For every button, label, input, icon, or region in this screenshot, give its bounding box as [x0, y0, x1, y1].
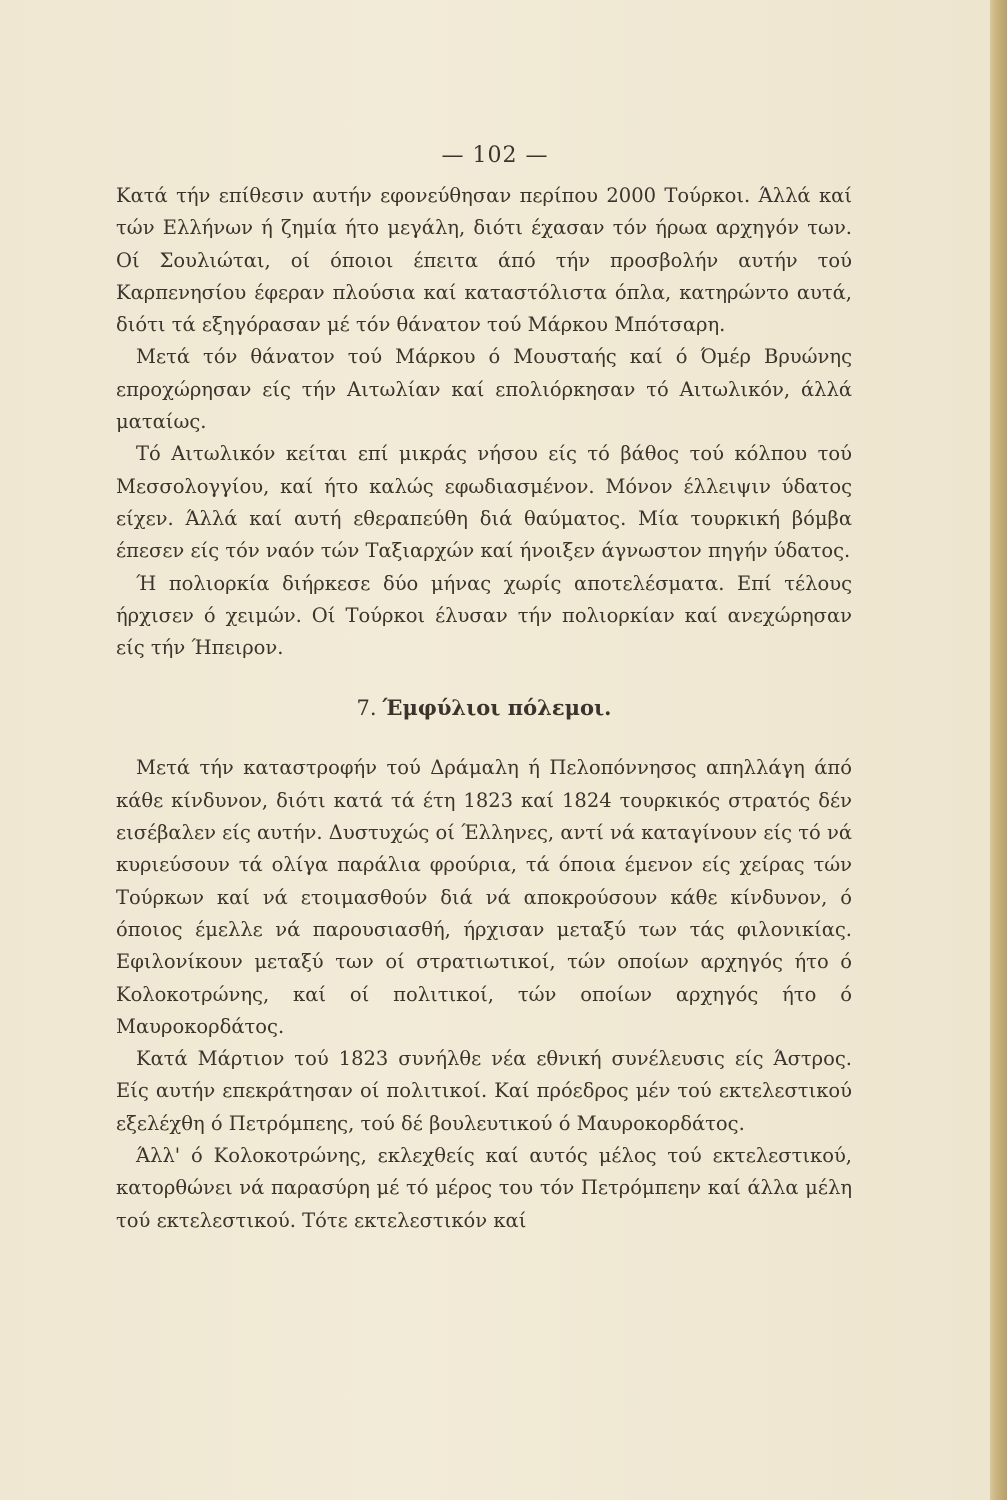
paragraph: Ή πολιορκία διήρκεσε δύο μήνας χωρίς αποτελέσματα. Επί τέλους ήρχισεν ό χειμών. Οί Τούρκοι έλυσαν τήν πολιορκίαν καί ανεχώρησαν είς τήν Ήπειρον.: [116, 571, 852, 660]
paragraph: Κατά τήν επίθεσιν αυτήν εφονεύθησαν περίπου 2000 Τούρκοι. Άλλά καί τών Ελλήνων ή ζημία ήτο μεγάλη, διότι έχασαν τόν ήρωα αρχηγόν των. Οί Σουλιώται, οί όποιοι έπειτα άπό τήν προσβολήν αυτήν τού Καρπενησίου έφεραν πλούσια καί καταστόλιστα όπλα, κατηρώντο αυτά, διότι τά εξηγόρασαν μέ τόν θάνατον τού Μάρκου Μπότσαρη.: [116, 184, 852, 337]
section-number: 7.: [356, 696, 377, 721]
paragraph: Άλλ' ό Κολοκοτρώνης, εκλεχθείς καί αυτός μέλος τού εκτελεστικού, κατορθώνει νά παρασύρη μέ τό μέρος του τόν Πετρόμπεην καί άλλα μέλη τού εκτελεστικού. Τότε εκτελεστικόν καί: [116, 1144, 852, 1232]
body-text: [116, 180, 852, 1237]
paragraph: Κατά Μάρτιον τού 1823 συνήλθε νέα εθνική συνέλευσις είς Άστρος. Είς αυτήν επεκράτησαν οί πολιτικοί. Καί πρόεδρος μέν τού εκτελεστικού εξελέχθη ό Πετρόμπεης, τού δέ βουλευτικού ό Μαυροκορδάτος.: [116, 1047, 852, 1135]
section-title: Έμφύλιοι πόλεμοι.: [382, 695, 612, 721]
section-body: [116, 752, 852, 1236]
book-binding-edge: [990, 0, 1007, 1500]
paragraph: Μετά τήν καταστροφήν τού Δράμαλη ή Πελοπόννησος απηλλάγη άπό κάθε κίνδυνον, διότι κατά τά έτη 1823 καί 1824 τουρκικός στρατός δέν εισέβαλεν είς αυτήν. Δυστυχώς οί Έλληνες, αντί νά καταγίνουν είς τό νά κυριεύσουν τά ολίγα παράλια φρούρια, τά όποια έμενον είς χείρας τών Τούρκων καί νά ετοιμασθούν διά νά αποκρούσουν κάθε κίνδυνον, ό όποιος έμελλε νά παρουσιασθή, ήρχισαν μεταξύ των τάς φιλονικίας. Εφιλονίκουν μεταξύ των οί στρατιωτικοί, τών οποίων αρχηγός ήτο ό Κολοκοτρώνης, καί οί πολιτικοί, τών οποίων αρχηγός ήτο ό Μαυροκορδάτος.: [116, 756, 852, 1038]
paragraph: Μετά τόν θάνατον τού Μάρκου ό Μουσταής καί ό Όμέρ Βρυώνης επροχώρησαν είς τήν Αιτωλίαν καί επολιόρκησαν τό Αιτωλικόν, άλλά ματαίως.: [116, 345, 852, 434]
page-number: — 102 —: [441, 143, 549, 168]
paragraph: Τό Αιτωλικόν κείται επί μικράς νήσου είς τό βάθος τού κόλπου τού Μεσσολογγίου, καί ήτο καλώς εφωδιασμένον. Μόνον έλλειψιν ύδατος είχεν. Άλλά καί αυτή εθεραπεύθη διά θαύματος. Μία τουρκική βόμβα έπεσεν είς τόν ναόν τών Ταξιαρχών καί ήνοιξεν άγνωστον πηγήν ύδατος.: [116, 442, 852, 563]
section-heading: [116, 693, 852, 723]
